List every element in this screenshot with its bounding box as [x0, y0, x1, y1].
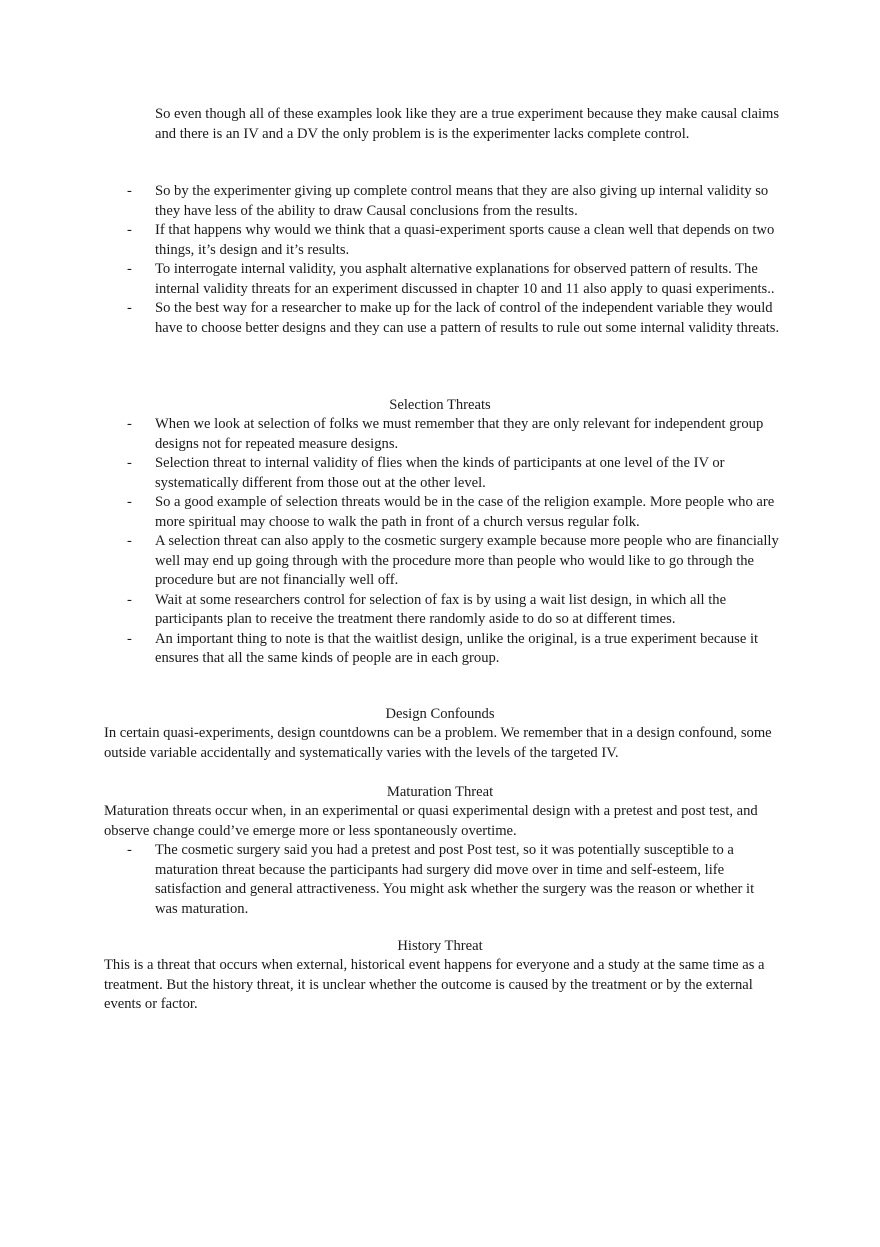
bullet-dash: - — [127, 183, 132, 199]
selection-threats-list — [0, 415, 880, 669]
maturation-threat-text: Maturation threats occur when, in an experimental or quasi experimental design with a pretest and post test, and observe change could’ve emerge more or less spontaneously overtime. — [104, 803, 758, 839]
maturation-threat-heading: Maturation Threat — [386, 784, 494, 800]
bullet-dash: - — [127, 261, 132, 277]
validity-list — [0, 182, 880, 338]
bullet-dash: - — [127, 591, 132, 608]
bullet-dash: - — [127, 533, 132, 549]
bullet-dash: - — [127, 416, 132, 432]
list-item — [0, 591, 780, 630]
history-threat-text: This is a threat that occurs when external, historical event happens for everyone and a study at the same time as a treatment. But the history threat, it is unclear whether the outcome is caused by the treatment or by the external events or factor. — [104, 957, 765, 1012]
list-item-text: Selection threat to internal validity of flies when the kinds of participants at one level of the IV or systematically different from those out at the other level. — [155, 455, 725, 491]
design-confounds-text: In certain quasi-experiments, design countdowns can be a problem. We remember that in a design confound, some outside variable accidentally and systematically varies with the levels of the targeted IV. — [104, 725, 772, 761]
list-item — [0, 415, 780, 454]
list-item-text: An important thing to note is that the waitlist design, unlike the original, is a true experiment because it ensures that all the same kinds of people are in each group. — [155, 630, 759, 666]
list-item-text: To interrogate internal validity, you asphalt alternative explanations for observed pattern of results. The internal validity threats for an experiment discussed in chapter 10 and 11 also apply to quasi experiments.. — [155, 261, 775, 297]
list-item-text: Wait at some researchers control for selection of fax is by using a wait list design, in which all the participants plan to receive the treatment there randomly aside to do so at different times. — [155, 591, 727, 627]
list-item-text: So the best way for a researcher to make up for the lack of control of the independent variable they would have to choose better designs and they can use a pattern of results to rule out some internal validity threats. — [155, 300, 780, 336]
list-item — [0, 299, 780, 338]
list-item-text: When we look at selection of folks we must remember that they are only relevant for independent group designs not for repeated measure designs. — [155, 416, 764, 452]
list-item — [0, 841, 780, 919]
list-item — [0, 493, 780, 532]
bullet-dash: - — [127, 455, 132, 471]
list-item-text: A selection threat can also apply to the cosmetic surgery example because more people who are financially well may end up going through with the procedure more than people who would like to go through the procedure but are not financially well off. — [155, 533, 779, 588]
list-item — [0, 182, 780, 221]
history-threat-heading: History Threat — [397, 938, 483, 954]
list-item — [0, 221, 780, 260]
bullet-dash: - — [127, 494, 132, 510]
list-item-text: If that happens why would we think that a quasi-experiment sports cause a clean well that depends on two things, it’s design and it’s results. — [155, 222, 775, 258]
list-item — [0, 454, 780, 493]
intro-paragraph: So even though all of these examples look like they are a true experiment because they make causal claims and there is an IV and a DV the only problem is is the experimenter lacks complete control. — [155, 106, 780, 142]
bullet-dash: - — [127, 842, 132, 858]
bullet-dash: - — [127, 630, 132, 647]
list-item — [0, 630, 780, 669]
maturation-threat-list — [0, 841, 880, 919]
design-confounds-heading: Design Confounds — [385, 706, 495, 722]
selection-threats-heading: Selection Threats — [389, 397, 491, 413]
list-item — [0, 260, 780, 299]
list-item-text: So a good example of selection threats would be in the case of the religion example. More people who are more spiritual may choose to walk the path in front of a church versus regular folk. — [155, 494, 775, 530]
bullet-dash: - — [127, 222, 132, 238]
list-item-text: So by the experimenter giving up complete control means that they are also giving up internal validity so they have less of the ability to draw Causal conclusions from the results. — [155, 183, 769, 219]
bullet-dash: - — [127, 300, 132, 316]
list-item-text: The cosmetic surgery said you had a pretest and post Post test, so it was potentially susceptible to a maturation threat because the participants had surgery did move over in time and self-esteem, life satisfaction and general attractiveness. You might ask whether the surgery was the reason or whether it was maturation. — [155, 842, 755, 917]
list-item — [0, 532, 780, 591]
